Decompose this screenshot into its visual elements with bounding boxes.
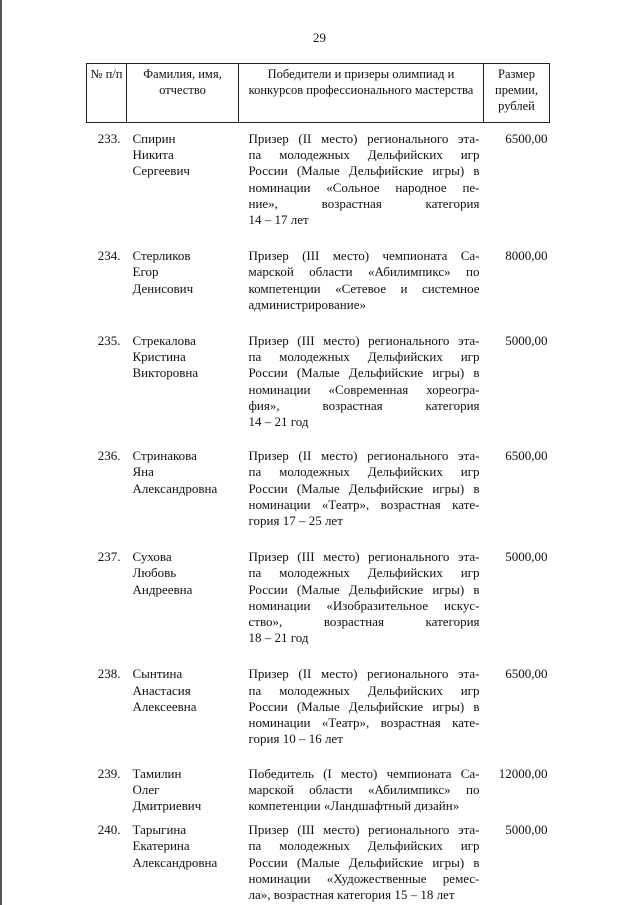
- table-row: [87, 313, 550, 430]
- text-line: компетенции «Ландшафтный дизайн»: [248, 797, 460, 813]
- text-line: марской области «Абилимпикс» по: [248, 264, 480, 280]
- header-line: имя, отчество: [159, 67, 222, 97]
- text-line: гория 10 – 16 лет: [248, 731, 343, 747]
- row-number: [87, 529, 127, 646]
- text-line: Призер (II место) регионального эта-: [248, 448, 480, 464]
- row-number: [87, 646, 127, 747]
- row-number: [87, 430, 127, 529]
- text-line: Призер (III место) регионального эта-: [248, 549, 480, 565]
- text-line: 238.: [97, 666, 121, 682]
- header-line: и конкурсов профессионального: [248, 67, 455, 97]
- header-prize: [484, 64, 550, 123]
- text-line: Сынтина: [132, 666, 183, 682]
- row-name: [127, 529, 239, 646]
- row-description: [239, 748, 484, 815]
- row-description: [239, 313, 484, 430]
- header-num: [87, 64, 127, 123]
- row-prize: [484, 748, 550, 815]
- table-row: [87, 646, 550, 747]
- text-line: Любовь: [132, 565, 177, 581]
- table-row: [87, 529, 550, 646]
- text-line: Александровна: [132, 480, 218, 496]
- text-line: па молодежных Дельфийских игр: [248, 464, 480, 480]
- text-line: Победитель (I место) чемпионата Са-: [248, 765, 480, 781]
- text-line: России (Малые Дельфийские игры) в: [248, 365, 480, 381]
- text-line: Стрекалова: [132, 333, 196, 349]
- header-line: №: [90, 67, 103, 81]
- text-line: номинации «Современная хореогра-: [248, 381, 480, 397]
- text-line: Алексеевна: [132, 698, 197, 714]
- text-line: компетенции «Сетевое и системное: [248, 280, 480, 296]
- text-line: па молодежных Дельфийских игр: [248, 838, 480, 854]
- text-line: Александровна: [132, 854, 218, 870]
- text-line: Андреевна: [132, 581, 193, 597]
- text-line: 236.: [97, 448, 121, 464]
- text-line: па молодежных Дельфийских игр: [248, 349, 480, 365]
- text-line: 237.: [97, 549, 121, 565]
- text-line: Олег: [132, 781, 160, 797]
- row-name: [127, 313, 239, 430]
- text-line: России (Малые Дельфийские игры) в: [248, 581, 480, 597]
- text-line: 6500,00: [505, 666, 548, 682]
- row-number: [87, 123, 127, 229]
- row-number: [87, 228, 127, 313]
- text-line: 6500,00: [505, 131, 548, 146]
- table-row: [87, 123, 550, 229]
- text-line: 6500,00: [505, 448, 548, 464]
- table-body: [87, 123, 550, 904]
- row-name: [127, 430, 239, 529]
- text-line: Стерликов: [132, 248, 191, 264]
- text-line: па молодежных Дельфийских игр: [248, 147, 480, 163]
- text-line: Призер (II место) регионального эта-: [248, 666, 480, 682]
- table-row: [87, 748, 550, 815]
- text-line: 239.: [97, 765, 121, 781]
- page-number: 29: [313, 30, 326, 45]
- table-header-row: [87, 64, 550, 123]
- row-prize: [484, 228, 550, 313]
- row-description: [239, 123, 484, 229]
- text-line: Спирин: [132, 131, 176, 146]
- text-line: 240.: [97, 822, 121, 838]
- text-line: гория 17 – 25 лет: [248, 513, 343, 529]
- text-line: номинации «Театр», возрастная кате-: [248, 496, 480, 512]
- text-line: России (Малые Дельфийские игры) в: [248, 854, 480, 870]
- row-number: [87, 748, 127, 815]
- text-line: администрирование»: [248, 296, 366, 312]
- text-line: ла», возрастная категория 15 – 18 лет: [248, 886, 455, 902]
- header-line: премии,: [495, 83, 538, 97]
- row-prize: [484, 123, 550, 229]
- row-prize: [484, 313, 550, 430]
- header-line: Победители и призеры олимпиад: [267, 67, 445, 81]
- page-edge-line: [0, 0, 2, 905]
- text-line: номинации «Сольное народное пе-: [248, 179, 480, 195]
- text-line: России (Малые Дельфийские игры) в: [248, 480, 480, 496]
- header-desc: [239, 64, 484, 123]
- text-line: фия», возрастная категория: [248, 397, 480, 413]
- text-line: номинации «Театр», возрастная кате-: [248, 715, 480, 731]
- row-prize: [484, 814, 550, 903]
- text-line: Викторовна: [132, 365, 199, 381]
- text-line: па молодежных Дельфийских игр: [248, 682, 480, 698]
- awards-table: [86, 63, 550, 903]
- row-number: [87, 814, 127, 903]
- table-row: [87, 430, 550, 529]
- row-number: [87, 313, 127, 430]
- text-line: ство», возрастная категория: [248, 614, 480, 630]
- text-line: Никита: [132, 147, 174, 163]
- text-line: 234.: [97, 248, 121, 264]
- text-line: 8000,00: [505, 248, 548, 264]
- table-row: [87, 814, 550, 903]
- text-line: Дмитриевич: [132, 797, 202, 813]
- text-line: 233.: [97, 131, 121, 146]
- text-line: Егор: [132, 264, 159, 280]
- text-line: номинации «Изобразительное искус-: [248, 597, 480, 613]
- text-line: Анастасия: [132, 682, 191, 698]
- text-line: Кристина: [132, 349, 186, 365]
- text-line: ние», возрастная категория: [248, 195, 480, 211]
- header-name: [127, 64, 239, 123]
- row-description: [239, 814, 484, 903]
- header-line: рублей: [498, 99, 535, 113]
- text-line: Призер (III место) чемпионата Са-: [248, 248, 480, 264]
- text-line: Тарыгина: [132, 822, 187, 838]
- row-name: [127, 748, 239, 815]
- text-line: 12000,00: [498, 765, 548, 781]
- header-line: Размер: [498, 67, 535, 81]
- text-line: 18 – 21 год: [248, 630, 309, 646]
- header-line: мастерства: [414, 83, 474, 97]
- text-line: 5000,00: [505, 333, 548, 349]
- table-row: [87, 228, 550, 313]
- row-prize: [484, 529, 550, 646]
- text-line: Стринакова: [132, 448, 197, 464]
- row-description: [239, 529, 484, 646]
- text-line: Призер (II место) регионального эта-: [248, 131, 480, 146]
- text-line: Сухова: [132, 549, 172, 565]
- text-line: 235.: [97, 333, 121, 349]
- row-description: [239, 228, 484, 313]
- text-line: Екатерина: [132, 838, 190, 854]
- text-line: 14 – 17 лет: [248, 212, 309, 228]
- text-line: 5000,00: [505, 549, 548, 565]
- text-line: 5000,00: [505, 822, 548, 838]
- row-prize: [484, 646, 550, 747]
- text-line: Сергеевич: [132, 163, 190, 179]
- text-line: Призер (III место) регионального эта-: [248, 822, 480, 838]
- text-line: Яна: [132, 464, 154, 480]
- header-line: п/п: [105, 67, 123, 81]
- row-name: [127, 646, 239, 747]
- header-line: Фамилия,: [143, 67, 196, 81]
- row-name: [127, 123, 239, 229]
- row-description: [239, 646, 484, 747]
- text-line: марской области «Абилимпикс» по: [248, 781, 480, 797]
- text-line: па молодежных Дельфийских игр: [248, 565, 480, 581]
- text-line: Призер (III место) регионального эта-: [248, 333, 480, 349]
- text-line: 14 – 21 год: [248, 414, 309, 430]
- text-line: России (Малые Дельфийские игры) в: [248, 163, 480, 179]
- text-line: Тамилин: [132, 765, 182, 781]
- row-name: [127, 228, 239, 313]
- text-line: России (Малые Дельфийские игры) в: [248, 698, 480, 714]
- text-line: Денисович: [132, 280, 194, 296]
- row-description: [239, 430, 484, 529]
- row-prize: [484, 430, 550, 529]
- row-name: [127, 814, 239, 903]
- text-line: номинации «Художественные ремес-: [248, 870, 480, 886]
